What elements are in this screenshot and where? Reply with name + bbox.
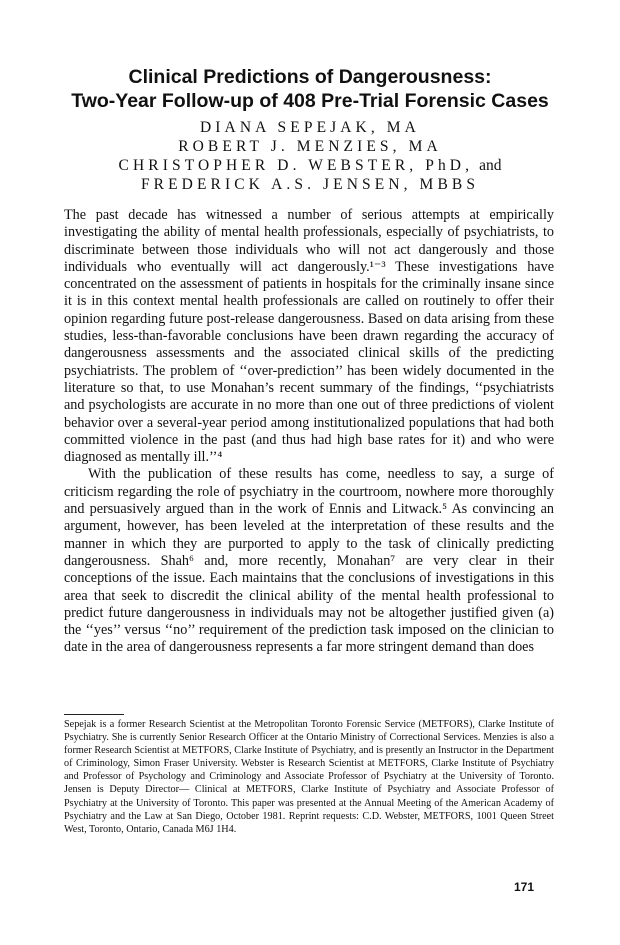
author-frederick-jensen: FREDERICK A.S. JENSEN, MBBS <box>140 176 480 193</box>
author-affiliations-footnote: Sepejak is a former Research Scientist at the Metropolitan Toronto Forensic Service (METFORS), Clarke Institute of Psychiatry. She is currently Senior Research Officer at the Ontario Ministry of Correctional Services. Menzies is also a former Research Scientist at METFORS, Clarke Institute of Psychiatry, and is presently an Instructor in the Department of Criminology, Simon Fraser University. Webster is Research Scientist at METFORS, Clarke Institute of Psychiatry and Professor of Psychology and Criminology and Associate Professor of Psychiatry at the University of Toronto. Jensen is Deputy Director— Clinical at METFORS, Clarke Institute of Psychiatry and Associate Professor of Psychiatry at the University of Toronto. This paper was presented at the Annual Meeting of the American Academy of Psychiatry and the Law at San Diego, October 1981. Reprint requests: C.D. Webster, METFORS, 1001 Queen Street West, Toronto, Ontario, Canada M6J 1H4. <box>64 719 554 835</box>
author-robert-menzies: ROBERT J. MENZIES, MA <box>178 138 442 155</box>
article-title-line-2: Two-Year Follow-up of 408 Pre-Trial Forensic Cases <box>71 90 549 112</box>
page-number: 171 <box>514 880 535 894</box>
author-conjunction: and <box>479 157 502 174</box>
body-paragraph-2: With the publication of these results has come, needless to say, a surge of criticism regarding the role of psychiatry in the courtroom, nowhere more thoroughly and persuasively argued than in the work of Ennis and Litwack.⁵ As convincing an argument, however, has been leveled at the interpretation of these results and the manner in which they are purported to apply to the task of clinically predicting dangerousness. Shah⁶ and, more recently, Monahan⁷ are very clear in their conceptions of the issue. Each maintains that the conclusions of investigations in this area that seek to discredit the clinical ability of the mental health professional to predict future dangerousness in individuals may not be altogether justified given (a) the ‘‘yes’’ versus ‘‘no’’ requirement of the prediction task imposed on the clinician to date in the area of dangerousness represents a far more stringent demand than does <box>64 466 554 656</box>
article-body <box>64 207 554 657</box>
author-list <box>40 118 580 194</box>
body-paragraph-1: The past decade has witnessed a number of serious attempts at empirically investigating the ability of mental health professionals, especially of psychiatrists, to discriminate between those individuals who will not act dangerously and those individuals who eventually will act dangerously.¹⁻³ These investigations have concentrated on the assessment of patients in hospitals for the criminally insane since it is in this context mental health professionals are called on routinely to offer their opinion regarding future post-release dangerousness. Based on data arising from these studies, less-than-favorable conclusions have been drawn regarding the accuracy of dangerousness assessments and the associated clinical skills of the predicting psychiatrists. The problem of ‘‘over-prediction’’ has been widely documented in the literature so that, to use Monahan’s recent summary of the findings, ‘‘psychiatrists and psychologists are accurate in no more than one out of three predictions of violent behavior over a several-year period among institutionalized populations that had both committed violence in the past (and thus had high base rates for it) and who were diagnosed as mentally ill.’’⁴ <box>64 207 554 466</box>
author-christopher-webster: CHRISTOPHER D. WEBSTER, PhD, <box>118 157 474 174</box>
article-title-line-1: Clinical Predictions of Dangerousness: <box>128 66 492 88</box>
author-diana-sepejak: DIANA SEPEJAK, MA <box>200 119 420 136</box>
footnote-divider <box>64 714 124 715</box>
author-line-christopher-webster <box>40 156 580 175</box>
